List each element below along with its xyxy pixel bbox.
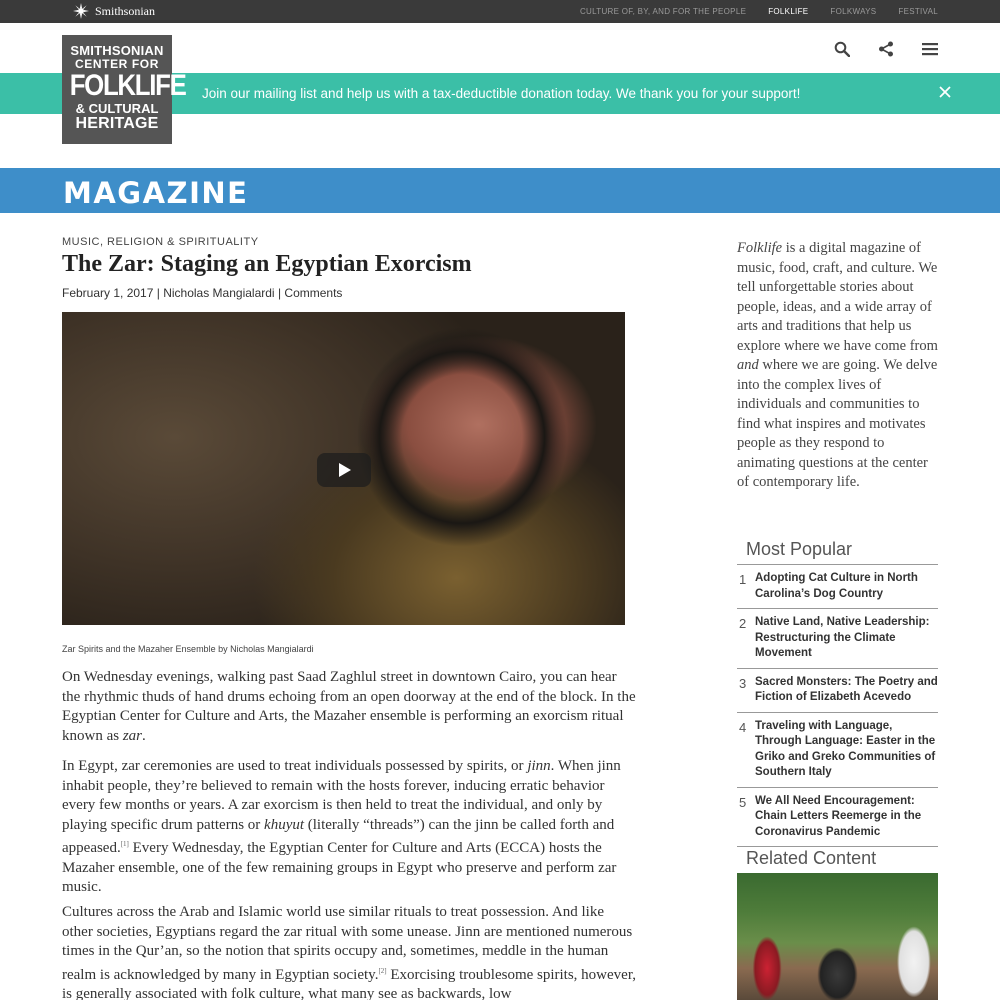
topnav-folklife[interactable]: FOLKLIFE <box>768 7 809 16</box>
video-caption: Zar Spirits and the Mazaher Ensemble by Nicholas Mangialardi <box>62 644 314 654</box>
logo-line-3: FOLKLIFE <box>69 69 186 102</box>
list-item[interactable]: 3 Sacred Monsters: The Poetry and Fiction of Elizabeth Acevedo <box>737 669 938 713</box>
list-item[interactable]: 5 We All Need Encouragement: Chain Letters Reemerge in the Coronavirus Pandemic <box>737 788 938 848</box>
byline-separator: | <box>277 286 282 300</box>
comments-link[interactable]: Comments <box>284 286 343 300</box>
section-band <box>0 168 1000 213</box>
footnote-link[interactable]: [2] <box>378 966 387 975</box>
share-icon[interactable] <box>878 41 894 57</box>
topnav-culture[interactable]: CULTURE OF, BY, AND FOR THE PEOPLE <box>579 7 747 16</box>
list-item[interactable]: 1 Adopting Cat Culture in North Carolina’s Dog Country <box>737 565 938 609</box>
search-icon[interactable] <box>834 41 850 57</box>
footnote-link[interactable]: [1] <box>120 840 129 848</box>
logo-line-5: HERITAGE <box>75 115 159 132</box>
top-bar <box>0 0 1000 23</box>
related-content-heading: Related Content <box>746 848 877 868</box>
article-byline <box>62 286 342 300</box>
logo-line-4: & CULTURAL <box>75 101 159 116</box>
folklife-logo[interactable] <box>62 35 186 144</box>
brand-name: Smithsonian <box>95 3 156 18</box>
article-category[interactable]: MUSIC, RELIGION & SPIRITUALITY <box>62 236 259 248</box>
byline-separator: | <box>156 286 160 300</box>
logo-line-1: SMITHSONIAN <box>70 43 164 58</box>
most-popular-list <box>737 564 938 847</box>
banner-text[interactable]: Join our mailing list and help us with a tax-deductible donation today. We thank you for your support! <box>202 86 801 101</box>
article-paragraph-1: On Wednesday evenings, walking past Saad Zaghlul street in downtown Cairo, you can hear the rhythmic thuds of hand drums echoing from an open doorway at the end of the block. In the Egyptian Center for Culture and Arts, the Mazaher ensemble is performing an exorcism ritual known as zar. <box>62 669 636 744</box>
list-item[interactable]: 4 Traveling with Language, Through Language: Easter in the Griko and Greko Communities of Southern Italy <box>737 713 938 788</box>
article-paragraph-2: In Egypt, zar ceremonies are used to treat individuals possessed by spirits, or jinn. When jinn inhabit people, they’re believed to remain with the hosts forever, inducing erratic behavior every few months or years. A zar exorcism is then held to treat the individual, and only by playing specific drum patterns or khuyut (literally “threads”) can the jinn be called forth and appeased.[1] Every Wednesday, the Egyptian Center for Culture and Arts (ECCA) hosts the Mazaher ensemble, one of the few remaining groups in Egypt who preserve and perform zar music. <box>62 758 621 895</box>
list-item[interactable]: 2 Native Land, Native Leadership: Restructuring the Climate Movement <box>737 609 938 669</box>
sunburst-icon <box>73 3 89 19</box>
header-icons <box>834 41 938 57</box>
menu-icon[interactable] <box>922 41 938 57</box>
article-date: February 1, 2017 <box>62 286 154 300</box>
topnav-folkways[interactable]: FOLKWAYS <box>830 7 877 16</box>
section-title[interactable]: MAGAZINE <box>63 176 249 210</box>
close-icon[interactable] <box>938 85 952 99</box>
most-popular-heading: Most Popular <box>746 539 853 559</box>
smithsonian-logo[interactable] <box>73 3 155 19</box>
video-player[interactable] <box>62 312 625 625</box>
top-nav <box>580 7 938 16</box>
topnav-festival[interactable]: FESTIVAL <box>898 7 938 16</box>
magazine-about: Folklife is a digital magazine of music, food, craft, and culture. We tell unforgettable stories about people, ideas, and a wide array of arts and traditions that help us explore where we have come from and where we are going. We delve into the complex lives of individuals and communities to find what inspires and motivates people as they respond to animating questions at the center of contemporary life. <box>737 240 938 490</box>
logo-line-2: CENTER FOR <box>75 57 159 71</box>
author-link[interactable]: Nicholas Mangialardi <box>163 286 275 300</box>
article-title: The Zar: Staging an Egyptian Exorcism <box>62 251 472 277</box>
related-content-image[interactable] <box>737 873 938 1000</box>
related-image-scene <box>737 873 938 1000</box>
play-button[interactable] <box>317 453 371 487</box>
article-paragraph-3: Cultures across the Arab and Islamic world use similar rituals to treat possession. And like other societies, Egyptians regard the zar ritual with some unease. Jinn are mentioned numerous times in the Qur’an, so the notion that spirits occupy and, sometimes, meddle in the human realm is acknowledged by many in Egyptian society.[2] Exorcising troublesome spirits, however, is generally associated with folk culture, what many see as backwards, low <box>62 904 636 1000</box>
